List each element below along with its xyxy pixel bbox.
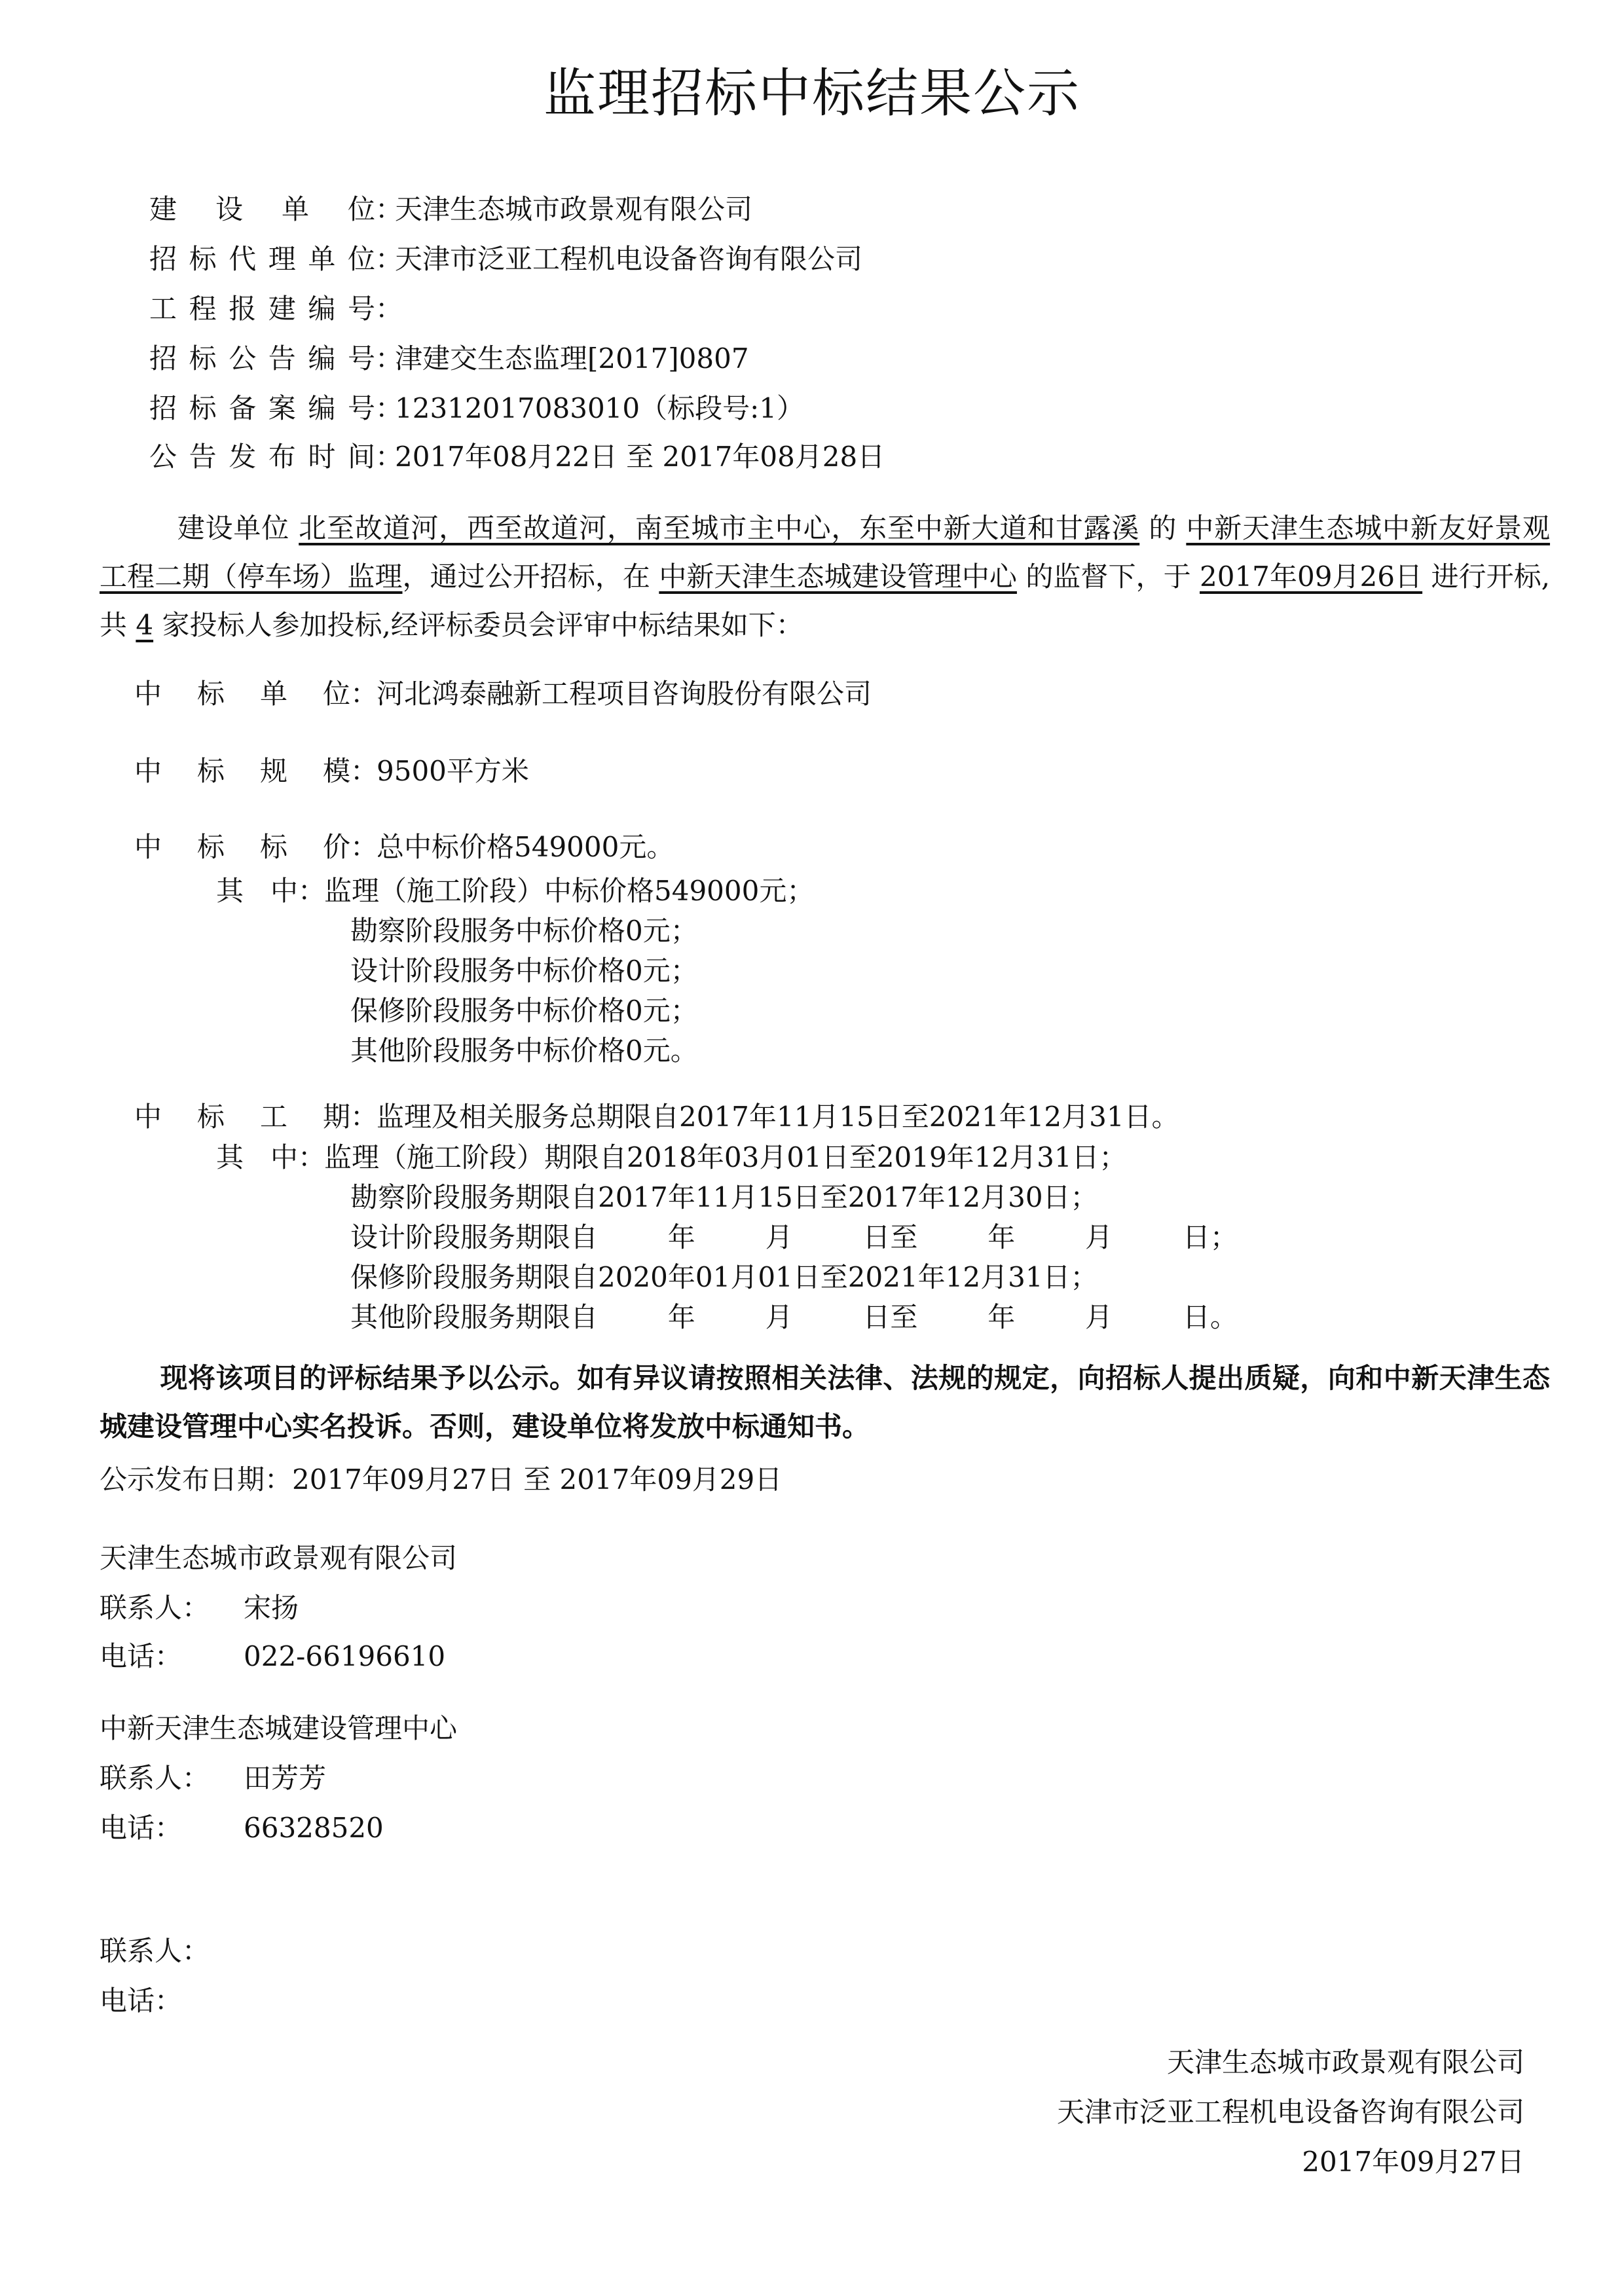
contact-person-label: 联系人： (100, 1762, 210, 1794)
price-item: 其他阶段服务中标价格0元。 (350, 1035, 698, 1067)
signature-org-1: 天津生态城市政景观有限公司 (1166, 2046, 1524, 2078)
intro-text-5: 进行开标,共 (100, 560, 1551, 641)
intro-text-3: ，通过公开招标，在 (402, 560, 659, 593)
notice-no-label: 招标公告编号 (149, 342, 375, 375)
contact-person-row (100, 1588, 299, 1628)
contact-phone-label: 电话： (100, 1812, 183, 1844)
contact-phone-row (100, 1808, 384, 1848)
price-item: 保修阶段服务中标价格0元； (350, 995, 698, 1027)
period-item: 保修阶段服务期限自2020年01月01日至2021年12月31日； (350, 1261, 1098, 1293)
price-sub-row: 其中：监理（施工阶段）中标价格549000元； (216, 872, 814, 911)
agent-label: 招标代理单位 (149, 243, 375, 275)
period-sub-label: 其中 (216, 1141, 298, 1173)
intro-text-6: 家投标人参加投标,经评标委员会评审中标结果如下： (153, 609, 803, 641)
page-title: 监理招标中标结果公示 (544, 63, 1080, 124)
winner-value: 河北鸿泰融新工程项目咨询股份有限公司 (377, 678, 872, 710)
contact-phone-label: 电话： (100, 1640, 183, 1672)
builder-row: 建设单位：天津生态城市政景观有限公司 (149, 190, 752, 229)
price-total: 总中标价格549000元。 (377, 831, 674, 863)
intro-text-4: 的监督下，于 (1016, 560, 1200, 593)
scale-label: 中标规模 (134, 755, 350, 787)
bidder-count: 4 (136, 609, 154, 641)
contact-person-row (100, 1759, 326, 1798)
period-label: 中标工期 (134, 1101, 350, 1133)
publish-time-label: 公告发布时间 (149, 441, 375, 473)
winner-row: 中标单位：河北鸿泰融新工程项目咨询股份有限公司 (134, 674, 872, 714)
supervisor-name: 中新天津生态城建设管理中心 (659, 560, 1017, 593)
price-label: 中标标价 (134, 831, 350, 863)
scale-value: 9500平方米 (377, 755, 529, 787)
extra-contact-person-label: 联系人： (100, 1935, 210, 1967)
project-no-label: 工程报建编号 (149, 293, 375, 325)
price-item: 勘察阶段服务中标价格0元； (350, 915, 698, 947)
builder-value: 天津生态城市政景观有限公司 (395, 193, 753, 225)
contact-phone: 022-66196610 (244, 1640, 446, 1672)
contact-phone: 66328520 (244, 1812, 384, 1844)
open-date: 2017年09月26日 (1200, 560, 1423, 593)
intro-text-2: 的 (1139, 512, 1187, 544)
project-location: 北至故道河，西至故道河，南至城市主中心，东至中新大道和甘露溪 (299, 512, 1140, 544)
period-sub-row: 其中：监理（施工阶段）期限自2018年03月01日至2019年12月31日； (216, 1138, 1127, 1177)
project-no-row: 工程报建编号： (149, 289, 395, 329)
price-item: 监理（施工阶段）中标价格549000元； (324, 875, 815, 907)
price-item: 设计阶段服务中标价格0元； (350, 955, 698, 987)
record-no-value: 12312017083010（标段号:1） (395, 392, 804, 424)
publicity-date: 公示发布日期：2017年09月27日 至 2017年09月29日 (100, 1463, 783, 1496)
scale-row: 中标规模：9500平方米 (134, 752, 529, 791)
notice-no-value: 津建交生态监理[2017]0807 (395, 342, 749, 375)
agent-value: 天津市泛亚工程机电设备咨询有限公司 (395, 243, 863, 275)
winner-label: 中标单位 (134, 678, 350, 710)
notice-no-row: 招标公告编号：津建交生态监理[2017]0807 (149, 339, 749, 378)
contact-person: 田芳芳 (244, 1762, 327, 1794)
project-name: 中新天津生态城中新友好景观工程二期（停车场）监理 (100, 512, 1550, 593)
extra-contact-phone-label: 电话： (100, 1985, 183, 2017)
price-sub-label: 其中 (216, 875, 298, 907)
period-row: 中标工期：监理及相关服务总期限自2017年11月15日至2021年12月31日。 (134, 1097, 1179, 1137)
record-no-row: 招标备案编号：12312017083010（标段号:1） (149, 389, 804, 428)
record-no-label: 招标备案编号 (149, 392, 375, 424)
contact-person: 宋扬 (244, 1592, 299, 1624)
contact-person-label: 联系人： (100, 1592, 210, 1624)
contact-org: 天津生态城市政景观有限公司 (100, 1542, 458, 1574)
signature-date: 2017年09月27日 (1302, 2146, 1524, 2178)
period-item: 其他阶段服务期限自 年 月 日至 年 月 日。 (350, 1301, 1238, 1333)
agent-row: 招标代理单位：天津市泛亚工程机电设备咨询有限公司 (149, 240, 862, 279)
intro-text-1: 建设单位 (177, 512, 290, 544)
contact-phone-row (100, 1637, 445, 1676)
contact-org: 中新天津生态城建设管理中心 (100, 1712, 458, 1744)
objection-notice-text: 现将该项目的评标结果予以公示。如有异议请按照相关法律、法规的规定，向招标人提出质疑，向和中新天津生态城建设管理中心实名投诉。否则，建设单位将发放中标通知书。 (100, 1362, 1550, 1442)
builder-label: 建设单位 (149, 193, 375, 225)
price-row: 中标标价：总中标价格549000元。 (134, 828, 674, 867)
period-item: 勘察阶段服务期限自2017年11月15日至2017年12月30日； (350, 1181, 1098, 1213)
period-item: 监理（施工阶段）期限自2018年03月01日至2019年12月31日； (324, 1141, 1127, 1173)
signature-org-2: 天津市泛亚工程机电设备咨询有限公司 (1056, 2096, 1524, 2128)
publish-time-row: 公告发布时间：2017年08月22日 至 2017年08月28日 (149, 437, 885, 477)
publish-time-value: 2017年08月22日 至 2017年08月28日 (395, 441, 885, 473)
period-total: 监理及相关服务总期限自2017年11月15日至2021年12月31日。 (377, 1101, 1179, 1133)
intro-paragraph (100, 504, 1550, 650)
period-item: 设计阶段服务期限自 年 月 日至 年 月 日； (350, 1221, 1238, 1253)
objection-notice (100, 1354, 1550, 1451)
